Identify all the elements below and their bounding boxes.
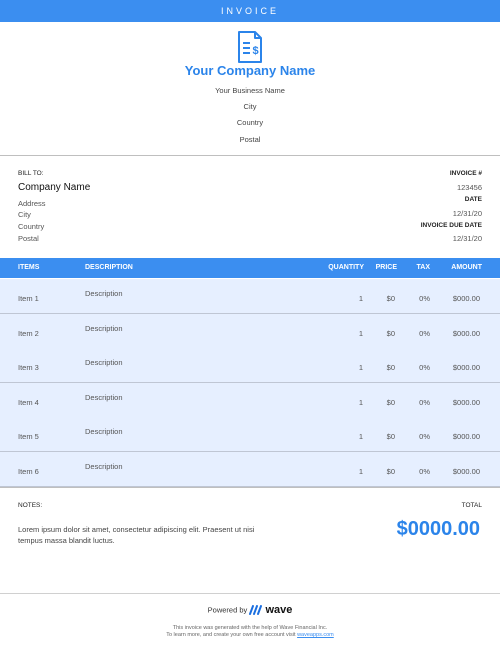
waveapps-link[interactable]: waveapps.com [297, 632, 334, 638]
invoice-banner: INVOICE [0, 0, 500, 22]
amount-cell: $000.00 [452, 432, 480, 442]
description-cell: Description [85, 392, 123, 402]
company-postal: Postal [239, 135, 261, 144]
quantity-cell: 1 [358, 397, 363, 407]
table-divider [0, 487, 500, 488]
bill-to-city: City [18, 210, 31, 219]
items-table-header [0, 258, 500, 278]
header-divider [0, 155, 500, 156]
header-quantity: QUANTITY [328, 264, 364, 271]
item-cell: Item 6 [18, 467, 39, 476]
quantity-cell: 1 [358, 467, 363, 476]
invoice-date-label: DATE [464, 196, 482, 203]
price-cell: $0 [386, 467, 395, 476]
invoice-number: 123456 [456, 183, 482, 192]
quantity-cell: 1 [358, 363, 363, 373]
invoice-due-date: 12/31/20 [452, 234, 482, 243]
header-tax: TAX [416, 264, 430, 271]
svg-text:$: $ [252, 45, 259, 57]
notes-label: NOTES: [18, 502, 43, 509]
tax-cell: 0% [419, 363, 430, 373]
wave-brand: wave [265, 604, 293, 616]
quantity-cell: 1 [358, 294, 363, 303]
notes-text: Lorem ipsum dolor sit amet, consectetur adipiscing elit. Praesent ut nisi tempus massa blandit luctus. [18, 525, 255, 545]
bill-to-address: Address [18, 199, 46, 208]
amount-cell: $000.00 [452, 328, 480, 338]
table-row [0, 314, 500, 349]
price-cell: $0 [386, 363, 395, 373]
wave-logo-icon [249, 605, 263, 615]
table-row [0, 348, 500, 383]
company-name: Your Company Name [184, 63, 316, 78]
invoice-number-label: INVOICE # [449, 170, 482, 177]
item-cell: Item 3 [18, 363, 39, 373]
tax-cell: 0% [419, 294, 430, 303]
header-price: PRICE [375, 264, 397, 271]
powered-by-text: Powered by [207, 605, 248, 615]
description-cell: Description [85, 462, 123, 471]
amount-cell: $000.00 [452, 363, 480, 373]
tax-cell: 0% [419, 397, 430, 407]
amount-cell: $000.00 [452, 294, 480, 303]
invoice-date: 12/31/20 [452, 209, 482, 218]
tax-cell: 0% [419, 467, 430, 476]
description-cell: Description [85, 358, 123, 368]
tax-cell: 0% [419, 432, 430, 442]
tax-cell: 0% [419, 328, 430, 338]
bill-to-postal: Postal [18, 234, 39, 243]
table-row [0, 383, 500, 418]
item-cell: Item 5 [18, 432, 39, 442]
item-cell: Item 2 [18, 328, 39, 338]
footer-divider [0, 593, 500, 594]
company-business-name: Your Business Name [215, 86, 285, 95]
quantity-cell: 1 [358, 328, 363, 338]
amount-cell: $000.00 [452, 397, 480, 407]
description-cell: Description [85, 427, 123, 437]
price-cell: $0 [386, 432, 395, 442]
invoice-document-icon [235, 30, 265, 64]
description-cell: Description [85, 289, 123, 298]
footer-line-2-text: To learn more, and create your own free account visit [166, 632, 296, 638]
powered-by [0, 604, 500, 616]
footer-line-2 [0, 632, 500, 638]
total-label: TOTAL [461, 502, 482, 509]
company-city: City [243, 102, 257, 111]
price-cell: $0 [386, 294, 395, 303]
description-cell: Description [85, 323, 123, 333]
table-row [0, 279, 500, 314]
bill-to-country: Country [18, 222, 45, 231]
bill-to-name: Company Name [18, 182, 91, 193]
bill-to-label: BILL TO: [18, 170, 44, 177]
table-row [0, 452, 500, 487]
table-row [0, 417, 500, 452]
item-cell: Item 1 [18, 294, 39, 303]
price-cell: $0 [386, 328, 395, 338]
item-cell: Item 4 [18, 397, 39, 407]
total-amount: $0000.00 [396, 518, 480, 540]
header-items: ITEMS [18, 264, 40, 271]
price-cell: $0 [386, 397, 395, 407]
company-country: Country [236, 118, 264, 127]
invoice-due-label: INVOICE DUE DATE [420, 222, 482, 229]
header-description: DESCRIPTION [85, 264, 133, 271]
header-amount: AMOUNT [451, 264, 482, 271]
quantity-cell: 1 [358, 432, 363, 442]
amount-cell: $000.00 [452, 467, 480, 476]
footer-line-1: This invoice was generated with the help of Wave Financial Inc. [172, 625, 328, 631]
